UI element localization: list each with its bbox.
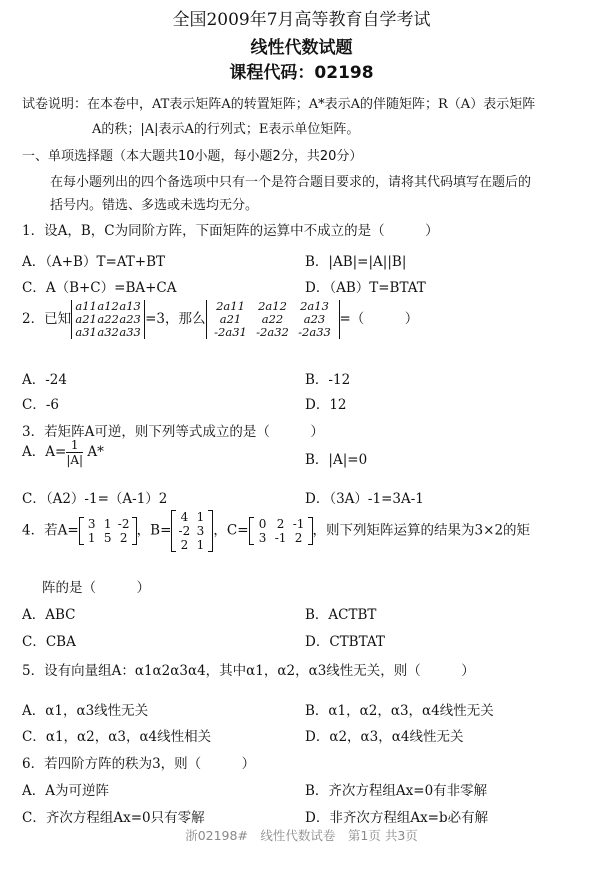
matrix-entry: a23: [303, 312, 326, 326]
matrix-entry: 1: [196, 510, 205, 524]
matrix-a: [79, 517, 137, 545]
matrix-entry: a13: [119, 299, 141, 313]
subject-title: 线性代数试题: [250, 38, 353, 58]
matrix-entry: a33: [119, 325, 141, 339]
matrix-entry: 3: [87, 517, 96, 531]
exam-title: 全国2009年7月高等教育自学考试: [172, 10, 431, 30]
matrix-entry: a23: [119, 312, 141, 326]
question-2-option-a: A．-24: [22, 372, 67, 388]
fraction-numerator: 1: [66, 438, 83, 453]
question-6-option-a: A．A为可逆阵: [22, 783, 109, 799]
question-2-suffix: =（ ）: [339, 311, 419, 327]
question-3-option-a: [22, 438, 104, 467]
question-4-prefix: 4．若A=: [22, 522, 79, 539]
question-4-option-c: C．CBA: [22, 634, 76, 650]
section-heading: 一、单项选择题（本大题共10小题，每小题2分，共20分）: [22, 149, 363, 164]
matrix-entry: 0: [258, 517, 267, 531]
question-4-c-label: ，C=: [213, 522, 249, 539]
question-2-option-c: C．-6: [22, 397, 59, 413]
matrix-row: [75, 326, 141, 339]
matrix-row: [254, 517, 308, 531]
question-5-stem: 5．设有向量组A：α1α2α3α4，其中α1，α2，α3线性无关，则（ ）: [22, 663, 475, 679]
question-4-suffix: ，则下列矩阵运算的结果为3×2的矩: [312, 522, 531, 539]
matrix-entry: 2: [294, 531, 303, 545]
matrix-row: [176, 524, 208, 538]
question-1-option-d: D．（AB）T=BTAT: [305, 280, 426, 296]
matrix-row: [254, 531, 308, 545]
question-4-stem: [22, 510, 530, 552]
question-6-option-d: D．非齐次方程组Ax=b必有解: [305, 810, 489, 826]
question-3-option-b: B．|A|=0: [305, 452, 368, 468]
adjugate: A*: [87, 444, 104, 460]
matrix-entry: 1: [196, 538, 205, 552]
determinant-b: [206, 300, 340, 339]
matrix-entry: a21: [219, 312, 242, 326]
matrix-entry: a31: [75, 325, 97, 339]
question-6-option-b: B．齐次方程组Ax=0有非零解: [305, 783, 488, 799]
question-2-prefix: 2．已知: [22, 311, 72, 327]
matrix-entry: -2: [117, 517, 130, 531]
matrix-entry: 3: [196, 524, 205, 538]
matrix-entry: a12: [97, 299, 119, 313]
section-intro-line1: 在每小题列出的四个备选项中只有一个是符合题目要求的，请将其代码填写在题后的: [50, 175, 532, 190]
matrix-entry: 3: [258, 531, 267, 545]
matrix-entry: a11: [75, 299, 97, 313]
question-4-b-label: ，B=: [136, 522, 172, 539]
matrix-entry: -2a31: [214, 325, 247, 339]
question-1-option-c: C．A（B+C）=BA+CA: [22, 280, 177, 296]
matrix-entry: 2: [119, 531, 128, 545]
matrix-b: [171, 510, 213, 552]
question-5-option-a: A．α1，α3线性无关: [22, 703, 149, 719]
matrix-entry: a22: [97, 312, 119, 326]
page-footer: 浙02198# 线性代数试卷 第1页 共3页: [185, 828, 418, 843]
matrix-entry: 2a13: [300, 299, 329, 313]
matrix-entry: 2a11: [216, 299, 245, 313]
question-4-option-a: A．ABC: [22, 607, 76, 623]
question-5-option-b: B．α1，α2，α3，α4线性无关: [305, 703, 494, 719]
question-2-option-d: D．12: [305, 397, 347, 413]
question-1-option-b: B．|AB|=|A||B|: [305, 254, 407, 270]
matrix-entry: -2a33: [298, 325, 331, 339]
matrix-entry: 1: [87, 531, 96, 545]
matrix-row: [84, 517, 132, 531]
matrix-row: [176, 538, 208, 552]
question-4-stem-line2: 阵的是（ ）: [42, 580, 150, 596]
matrix-entry: -1: [292, 517, 305, 531]
fraction: [66, 438, 83, 467]
matrix-row: [176, 510, 208, 524]
fraction-denominator: |A|: [66, 453, 84, 467]
matrix-entry: 4: [180, 510, 189, 524]
question-1-stem: 1．设A，B，C为同阶方阵，下面矩阵的运算中不成立的是（ ）: [22, 223, 439, 239]
matrix-entry: 1: [103, 517, 112, 531]
exam-note-line2: A的秩；|A|表示A的行列式；E表示单位矩阵。: [92, 122, 360, 137]
matrix-entry: a22: [261, 312, 284, 326]
question-3-option-c: C．（A2）-1=（A-1）2: [22, 491, 168, 507]
question-1-option-a: A．（A+B）T=AT+BT: [22, 254, 166, 270]
question-3-option-d: D．（3A）-1=3A-1: [305, 491, 424, 507]
matrix-entry: -2: [178, 524, 191, 538]
question-3-stem: 3．若矩阵A可逆，则下列等式成立的是（ ）: [22, 424, 324, 440]
matrix-c: [249, 517, 313, 545]
question-4-option-b: B．ACTBT: [305, 607, 377, 623]
question-6-stem: 6．若四阶方阵的秩为3，则（ ）: [22, 756, 256, 772]
option-a-label: A．A=: [22, 444, 67, 460]
matrix-entry: -1: [274, 531, 287, 545]
matrix-entry: 2a12: [258, 299, 287, 313]
question-2-mid: =3，那么: [145, 311, 206, 327]
determinant-a: [71, 300, 145, 339]
question-2-stem: [22, 300, 418, 339]
question-6-option-c: C．齐次方程组Ax=0只有零解: [22, 810, 205, 826]
matrix-entry: 5: [103, 531, 112, 545]
matrix-entry: a32: [97, 325, 119, 339]
question-5-option-d: D．α2，α3，α4线性无关: [305, 729, 464, 745]
matrix-row: [84, 531, 132, 545]
course-code: 课程代码：02198: [229, 63, 374, 83]
question-4-option-d: D．CTBTAT: [305, 634, 385, 650]
matrix-row: [210, 326, 336, 339]
matrix-entry: 2: [276, 517, 285, 531]
matrix-entry: -2a32: [256, 325, 289, 339]
section-intro-line2: 括号内。错选、多选或未选均无分。: [50, 198, 259, 213]
matrix-entry: 2: [180, 538, 189, 552]
question-2-option-b: B．-12: [305, 372, 351, 388]
matrix-entry: a21: [75, 312, 97, 326]
exam-note-line1: 试卷说明：在本卷中，AT表示矩阵A的转置矩阵；A*表示A的伴随矩阵；R（A）表示矩阵: [22, 97, 536, 112]
question-5-option-c: C．α1，α2，α3，α4线性相关: [22, 729, 212, 745]
